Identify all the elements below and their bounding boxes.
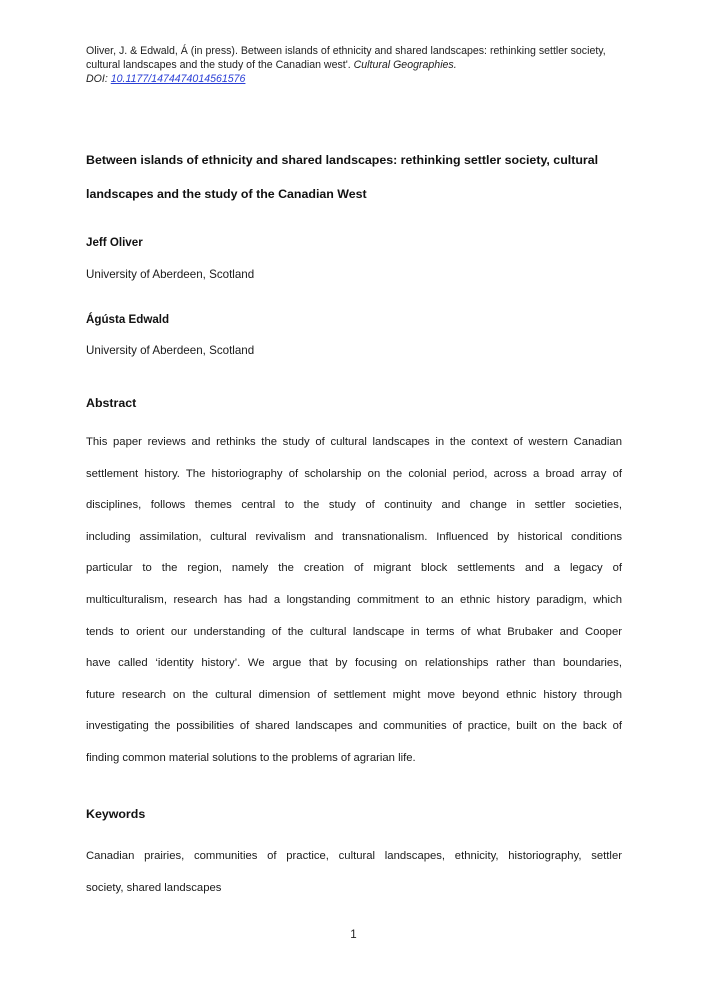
citation-header bbox=[86, 44, 626, 86]
author-affiliation: University of Aberdeen, Scotland bbox=[86, 268, 255, 281]
keywords-body bbox=[86, 841, 622, 904]
abstract-line: settlement history. The historiography of scholarship on the colonial period, across a broad array of bbox=[86, 467, 622, 480]
abstract-line: future research on the cultural dimension of settlement might move beyond ethnic history through bbox=[86, 688, 622, 701]
abstract-line: particular to the region, namely the creation of migrant block settlements and a legacy of bbox=[86, 562, 622, 575]
paper-title-line-2: landscapes and the study of the Canadian West bbox=[86, 187, 367, 201]
abstract-line: finding common material solutions to the problems of agrarian life. bbox=[86, 751, 416, 764]
paper-title-line-1: Between islands of ethnicity and shared landscapes: rethinking settler society, cultural bbox=[86, 153, 599, 167]
abstract-line: multiculturalism, research has had a longstanding commitment to an ethnic history paradigm, which bbox=[86, 593, 622, 606]
page-number: 1 bbox=[350, 928, 357, 941]
citation-doi-line bbox=[86, 72, 626, 86]
abstract-line: This paper reviews and rethinks the study of cultural landscapes in the context of western Canadian bbox=[86, 436, 622, 448]
paper-title bbox=[86, 143, 626, 211]
citation-line-1: Oliver, J. & Edwald, Á (in press). Between islands of ethnicity and shared landscapes: rethinking settler society, bbox=[86, 45, 606, 57]
author-name: Jeff Oliver bbox=[86, 236, 143, 249]
abstract-line: tends to orient our understanding of the cultural landscape in terms of what Brubaker and Cooper bbox=[86, 625, 622, 638]
abstract-body bbox=[86, 427, 622, 775]
doi-link[interactable]: 10.1177/1474474014561576 bbox=[110, 73, 246, 85]
keywords-line: Canadian prairies, communities of practice, cultural landscapes, ethnicity, historiography, settler bbox=[86, 850, 622, 862]
keywords-line: society, shared landscapes bbox=[86, 881, 222, 894]
citation-journal: Cultural Geographies. bbox=[353, 59, 457, 71]
author-affiliation: University of Aberdeen, Scotland bbox=[86, 344, 255, 357]
abstract-heading: Abstract bbox=[86, 396, 137, 410]
keywords-heading: Keywords bbox=[86, 807, 146, 821]
author-name: Ágústa Edwald bbox=[86, 313, 170, 326]
doi-label: DOI: bbox=[86, 73, 111, 85]
citation-line-2-text: cultural landscapes and the study of the Canadian west'. bbox=[86, 59, 354, 71]
abstract-line: disciplines, follows themes central to the study of continuity and change in settler societies, bbox=[86, 499, 622, 512]
abstract-line: including assimilation, cultural revivalism and transnationalism. Influenced by historical conditions bbox=[86, 530, 622, 543]
abstract-line: investigating the possibilities of shared landscapes and communities of practice, built on the back of bbox=[86, 720, 622, 733]
citation-line-2 bbox=[86, 58, 626, 72]
abstract-line: have called ‘identity history’. We argue that by focusing on relationships rather than boundaries, bbox=[86, 657, 622, 670]
